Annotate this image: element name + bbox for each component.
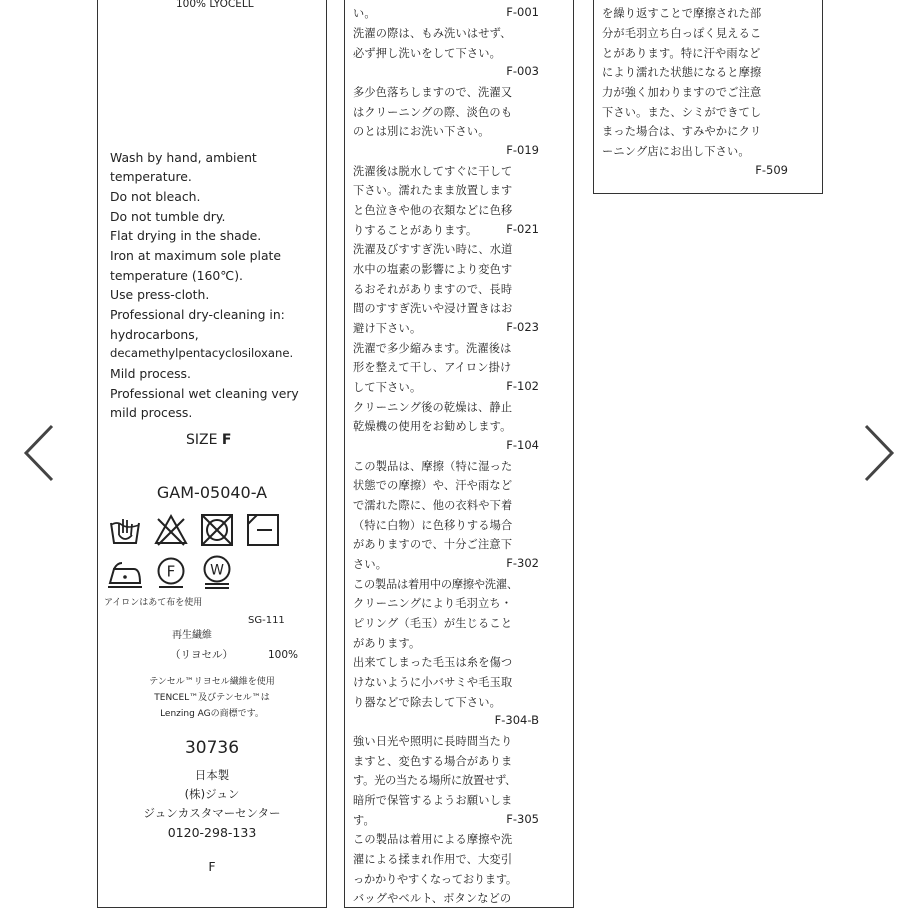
jp-line: この製品は着用による摩擦や洗 — [353, 833, 513, 846]
care-code: F-021 — [506, 222, 539, 236]
product-code: GAM-05040-A — [156, 483, 268, 502]
care-code: F-023 — [506, 320, 539, 334]
jp-line: 状態での摩擦）や、汗や雨など — [353, 479, 513, 492]
size-row — [186, 431, 231, 451]
care-line: Professional wet cleaning very — [110, 386, 299, 401]
jp-line: はクリーニングの際、淡色のも — [353, 106, 513, 119]
jp-line: けないように小バサミや毛玉取 — [353, 676, 513, 689]
jp-line: して下さい。 — [353, 381, 422, 394]
jp-line: により濡れた状態になると摩擦 — [602, 66, 762, 79]
size-value: F — [221, 432, 232, 448]
jp-line: 下さい。また、シミができてし — [602, 106, 762, 119]
care-line: mild process. — [110, 405, 193, 420]
care-line: Mild process. — [110, 366, 191, 381]
jp-line: 間のすすぎ洗いや浸け置きはお — [353, 302, 513, 315]
phone-number: 0120-298-133 — [167, 825, 257, 840]
jp-line: 分が毛羽立ち白っぽく見えるこ — [602, 27, 762, 40]
jp-line: 必ず押し洗いをして下さい。 — [353, 47, 502, 60]
care-line: decamethylpentacyclosiloxane. — [110, 346, 294, 360]
no-bleach-icon — [154, 513, 188, 547]
care-line: Do not tumble dry. — [110, 209, 226, 224]
next-image-button[interactable] — [860, 420, 900, 486]
jp-line: がありますので、十分ご注意下 — [353, 538, 513, 551]
jp-line: （特に白物）に色移りする場合 — [353, 519, 513, 532]
jp-line: 洗濯及びすすぎ洗い時に、水道 — [353, 243, 513, 256]
flat-dry-shade-icon — [246, 513, 280, 547]
care-line: temperature. — [110, 169, 192, 184]
care-code: F-104 — [506, 438, 539, 452]
jp-line: クリーニングにより毛羽立ち・ — [353, 597, 513, 610]
company-name: (株)ジュン — [184, 787, 240, 801]
jp-line: 力が強く加わりますのでご注意 — [602, 86, 762, 99]
dry-clean-f-icon — [154, 555, 188, 589]
jp-line: 下さい。濡れたまま放置します — [353, 184, 513, 197]
jp-line: さい。 — [353, 558, 388, 571]
jp-line: 水中の塩素の影響により変色す — [353, 263, 513, 276]
jp-line: を繰り返すことで摩擦された部 — [602, 7, 762, 20]
jp-line: で濡れた際に、他の衣料や下着 — [353, 499, 513, 512]
care-line: Professional dry-cleaning in: — [110, 307, 285, 322]
jp-line: 多少色落ちしますので、洗濯又 — [353, 86, 513, 99]
care-symbols-row-1 — [108, 513, 292, 547]
jp-line: り器などで除去して下さい。 — [353, 696, 502, 709]
bottom-mark: F — [208, 859, 216, 874]
care-line: hydrocarbons, — [110, 327, 199, 342]
jp-line: ーニング店にお出し下さい。 — [602, 145, 750, 158]
care-line: Wash by hand, ambient — [110, 150, 257, 165]
jp-line: 避け下さい。 — [353, 322, 422, 335]
jp-line: クリーニング後の乾燥は、静止 — [353, 401, 513, 414]
made-in: 日本製 — [194, 768, 230, 782]
care-code: F-019 — [506, 143, 539, 157]
jp-line: 洗濯の際は、もみ洗いはせず、 — [353, 27, 512, 40]
jp-line: があります。 — [353, 637, 421, 650]
jp-line: す。光の当たる場所に放置せず、 — [353, 774, 517, 787]
previous-image-button[interactable] — [18, 420, 58, 486]
jp-line: ますと、変色する場合がありま — [353, 755, 513, 768]
wet-clean-w-icon — [200, 555, 234, 589]
chevron-right-icon — [860, 420, 900, 486]
tencel-note-3: Lenzing AGの商標です。 — [160, 709, 264, 719]
jp-line: ピリング（毛玉）が生じること — [353, 617, 513, 630]
jp-line: す。 — [353, 814, 375, 827]
jp-line: とがあります。特に汗や雨など — [602, 47, 761, 60]
iron-note: アイロンはあて布を使用 — [104, 598, 203, 608]
no-tumble-dry-icon — [200, 513, 234, 547]
size-label: SIZE — [186, 432, 218, 448]
jp-line: 出来てしまった毛玉は糸を傷つ — [353, 656, 513, 669]
fiber-content-top: 100% LYOCELL — [176, 0, 254, 10]
jp-line: まった場合は、すみやかにクリ — [602, 125, 762, 138]
jp-line: バッグやベルト、ボタンなどの — [353, 892, 512, 905]
tencel-note-2: TENCEL™及びテンセル™は — [154, 693, 270, 703]
care-label-middle — [344, 0, 574, 908]
jp-line: っかかりやすくなっております。 — [353, 873, 517, 886]
jp-line: 濯による揉まれ作用で、大変引 — [353, 853, 513, 866]
jp-line: りすることがあります。 — [353, 224, 478, 237]
svg-text:F: F — [166, 562, 176, 581]
jp-line: と色泣きや他の衣類などに色移 — [353, 204, 513, 217]
care-line: Use press-cloth. — [110, 287, 210, 302]
chevron-left-icon — [18, 420, 58, 486]
care-code: F-302 — [506, 556, 539, 570]
care-label-left — [97, 0, 327, 908]
care-code: F-003 — [506, 64, 539, 78]
fiber-jp-percent: 100% — [268, 649, 299, 661]
fiber-jp-name: （リヨセル） — [170, 649, 233, 661]
care-line: Do not bleach. — [110, 189, 201, 204]
jp-line: のとは別にお洗い下さい。 — [353, 125, 490, 138]
jp-line: るおそれがありますので、長時 — [353, 283, 513, 296]
care-code: F-001 — [506, 5, 539, 19]
sg-code: SG-111 — [248, 615, 285, 626]
care-line: temperature (160℃). — [110, 268, 243, 283]
care-code: F-304-B — [494, 713, 539, 727]
iron-press-cloth-icon — [108, 555, 142, 589]
jp-line: い。 — [353, 7, 376, 20]
care-code: F-305 — [506, 812, 539, 826]
jp-line: 形を整えて干し、アイロン掛け — [353, 361, 512, 374]
svg-text:W: W — [210, 562, 224, 579]
customer-center: ジュンカスタマーセンター — [143, 806, 281, 820]
tencel-note-1: テンセル™リヨセル繊維を使用 — [149, 677, 275, 687]
jp-line: 洗濯後は脱水してすぐに干して — [353, 165, 513, 178]
care-code: F-102 — [506, 379, 539, 393]
jp-line: 暗所で保管するようお願いしま — [353, 794, 513, 807]
jp-line: この製品は着用中の摩擦や洗濯、 — [353, 578, 518, 591]
hand-wash-icon — [108, 513, 142, 547]
care-line: Flat drying in the shade. — [110, 228, 262, 243]
jp-line: 強い日光や照明に長時間当たり — [353, 735, 513, 748]
care-line: Iron at maximum sole plate — [110, 248, 282, 263]
fiber-jp: 再生繊維 — [172, 630, 212, 641]
product-number: 30736 — [184, 738, 240, 758]
jp-line: 乾燥機の使用をお勧めします。 — [353, 420, 512, 433]
care-label-right — [593, 0, 823, 194]
jp-line: 洗濯で多少縮みます。洗濯後は — [353, 342, 512, 355]
care-symbols-row-2 — [108, 555, 246, 589]
care-code: F-509 — [755, 163, 788, 177]
jp-line: この製品は、摩擦（特に湿った — [353, 460, 513, 473]
